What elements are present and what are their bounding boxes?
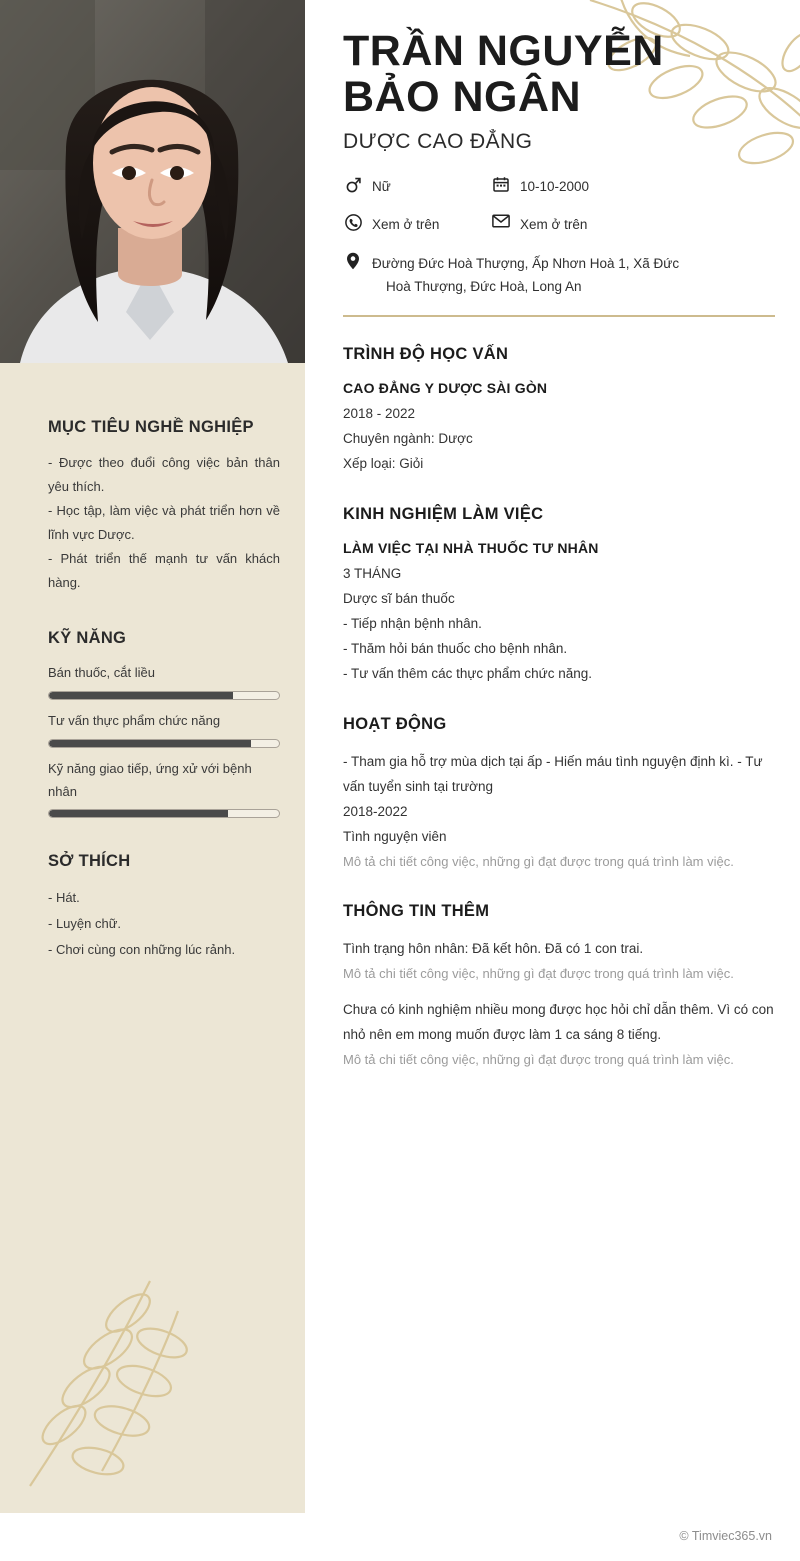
skill-bar xyxy=(48,739,280,748)
gender-icon xyxy=(343,176,363,194)
address-line-1: Đường Đức Hoà Thượng, Ấp Nhơn Hoà 1, Xã Đức xyxy=(372,255,680,271)
activities-description: - Tham gia hỗ trợ mùa dịch tại ấp - Hiến máu tình nguyện định kì. - Tư vấn tuyển sinh tại trường xyxy=(343,753,763,794)
footer-credit: © Timviec365.vn xyxy=(679,1529,772,1543)
profile-photo xyxy=(0,0,305,363)
experience-detail: - Tư vấn thêm các thực phẩm chức năng. xyxy=(343,665,592,681)
phone-icon xyxy=(343,214,363,231)
education-heading: TRÌNH ĐỘ HỌC VẤN xyxy=(343,344,509,363)
objective-heading: MỤC TIÊU NGHỀ NGHIỆP xyxy=(48,418,254,436)
name-line-1: TRẦN NGUYỄN xyxy=(343,27,664,75)
sidebar xyxy=(0,0,305,1513)
skills-heading: KỸ NĂNG xyxy=(48,629,127,648)
activities-heading: HOẠT ĐỘNG xyxy=(343,714,447,733)
job-title: DƯỢC CAO ĐẲNG xyxy=(343,129,533,153)
contact-row xyxy=(343,176,775,198)
additional-text: Tình trạng hôn nhân: Đã kết hôn. Đã có 1 con trai. xyxy=(343,940,644,956)
hobbies-heading: SỞ THÍCH xyxy=(48,852,131,871)
experience-detail: - Thăm hỏi bán thuốc cho bệnh nhân. xyxy=(343,640,568,656)
activities-years: 2018-2022 xyxy=(343,803,408,819)
additional-placeholder: Mô tả chi tiết công việc, những gì đạt được trong quá trình làm việc. xyxy=(343,965,734,981)
skill-label: Bán thuốc, cắt liều xyxy=(48,665,155,681)
name-line-2: BẢO NGÂN xyxy=(343,73,582,122)
hobby-item: - Luyện chữ. xyxy=(48,916,122,932)
experience-detail: - Tiếp nhận bệnh nhân. xyxy=(343,615,482,631)
additional-heading: THÔNG TIN THÊM xyxy=(343,901,490,920)
experience-duration: 3 THÁNG xyxy=(343,565,402,581)
objective-line: - Phát triển thế mạnh tư vấn khách hàng. xyxy=(48,551,280,591)
contact-email[interactable] xyxy=(491,214,587,236)
address-line-2: Hoà Thượng, Đức Hoà, Long An xyxy=(386,279,582,295)
envelope-icon xyxy=(491,214,511,228)
contact-phone[interactable] xyxy=(343,214,491,236)
contact-birthday xyxy=(491,176,589,198)
experience-position: Dược sĩ bán thuốc xyxy=(343,590,455,606)
skill-bar xyxy=(48,691,280,700)
education-grade: Xếp loại: Giỏi xyxy=(343,455,424,471)
activities-role: Tình nguyện viên xyxy=(343,828,447,844)
calendar-icon xyxy=(491,176,511,192)
experience-heading: KINH NGHIỆM LÀM VIỆC xyxy=(343,504,544,523)
page-title xyxy=(343,28,775,121)
skill-item xyxy=(48,662,280,700)
education-school: CAO ĐẲNG Y DƯỢC SÀI GÒN xyxy=(343,379,548,396)
header-divider xyxy=(343,315,775,317)
location-pin-icon xyxy=(343,252,363,270)
contact-block xyxy=(343,176,775,299)
activities-placeholder: Mô tả chi tiết công việc, những gì đạt được trong quá trình làm việc. xyxy=(343,853,734,869)
additional-section xyxy=(343,902,775,1072)
email-value: Xem ở trên xyxy=(520,216,588,232)
gender-value: Nữ xyxy=(372,178,391,194)
additional-placeholder: Mô tả chi tiết công việc, những gì đạt được trong quá trình làm việc. xyxy=(343,1051,734,1067)
skill-label: Kỹ năng giao tiếp, ứng xử với bệnh nhân xyxy=(48,760,252,799)
skill-bar xyxy=(48,809,280,818)
skill-item xyxy=(48,758,280,819)
contact-address xyxy=(343,252,679,299)
contact-row xyxy=(343,252,775,299)
contact-row xyxy=(343,214,775,236)
hobby-item: - Chơi cùng con những lúc rảnh. xyxy=(48,942,236,958)
contact-gender xyxy=(343,176,491,198)
birthday-value: 10-10-2000 xyxy=(520,178,590,194)
activities-section xyxy=(343,715,775,874)
education-years: 2018 - 2022 xyxy=(343,405,416,421)
experience-company: LÀM VIỆC TẠI NHÀ THUỐC TƯ NHÂN xyxy=(343,539,599,556)
skill-item xyxy=(48,710,280,748)
additional-text: Chưa có kinh nghiệm nhiều mong được học hỏi chỉ dẫn thêm. Vì có con nhỏ nên em mong muốn được làm 1 ca sáng 8 tiếng. xyxy=(343,1001,774,1042)
education-major: Chuyên ngành: Dược xyxy=(343,430,473,446)
main-content xyxy=(305,0,800,1513)
sidebar-content xyxy=(0,363,305,963)
phone-value: Xem ở trên xyxy=(372,216,440,232)
objective-line: - Học tập, làm việc và phát triển hơn về lĩnh vực Dược. xyxy=(48,503,280,543)
skill-label: Tư vấn thực phẩm chức năng xyxy=(48,713,221,729)
objective-line: - Được theo đuổi công việc bản thân yêu thích. xyxy=(48,455,280,495)
experience-section xyxy=(343,505,775,687)
hobby-item: - Hát. xyxy=(48,890,80,906)
education-section xyxy=(343,345,775,477)
